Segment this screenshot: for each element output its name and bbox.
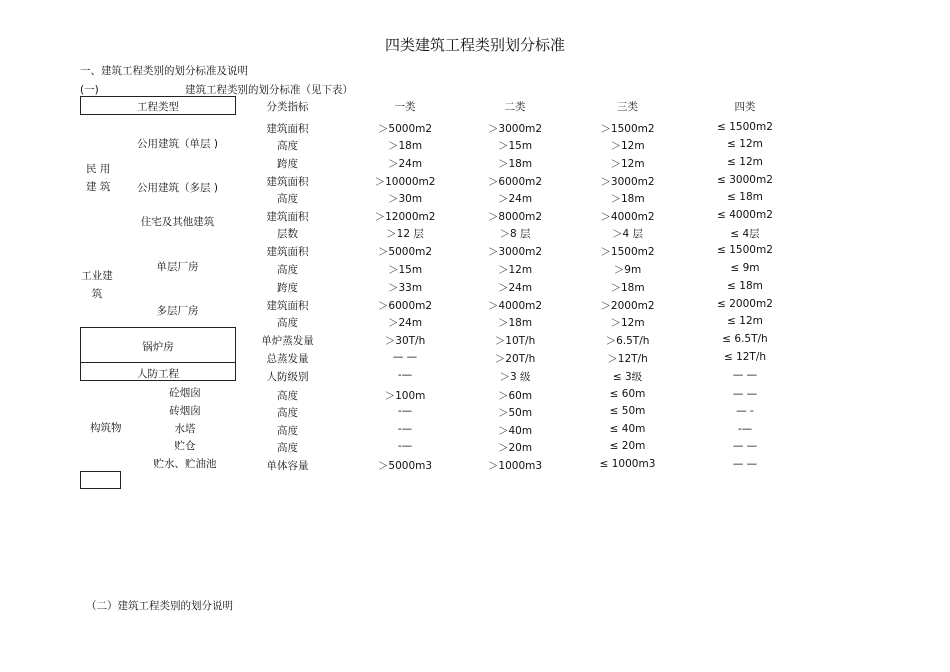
row-indicator: 建筑面积 [266,123,309,135]
structure-pool: 贮水、贮油池 [153,458,217,470]
row-indicator: 高度 [277,264,298,276]
group-civil-line2: 建 筑 [86,181,111,193]
row-value-c1: ＞5000m3 [377,460,433,472]
header-class-4: 四类 [734,101,756,113]
row-value-c4: ≤ 18m [727,280,763,292]
section-heading-2: （二）建筑工程类别的划分说明 [86,600,233,612]
row-value-c1: ＞12 层 [386,228,424,240]
row-value-c1: ＞24m [387,158,423,170]
row-value-c1: -— [397,369,413,381]
row-value-c2: ＞6000m2 [487,176,543,188]
structure-water-tower: 水塔 [174,423,196,435]
group-public-multi: 公用建筑（多层 ) [137,182,218,194]
group-residential: 住宅及其他建筑 [140,216,215,228]
row-value-c3: ≤ 3级 [612,371,643,383]
row-value-c1: — — [392,351,418,363]
row-indicator: 建筑面积 [266,176,309,188]
row-value-c4: ≤ 12m [727,315,763,327]
row-value-c2: ＞20m [497,442,533,454]
row-value-c1: ＞30m [387,193,423,205]
row-indicator: 人防级别 [266,371,309,383]
group-multi-factory: 多层厂房 [156,305,199,317]
row-value-c4: ≤ 2000m2 [717,298,773,310]
row-value-c1: -— [397,405,413,417]
group-industrial-line2: 筑 [91,288,103,300]
row-value-c3: ≤ 50m [609,405,646,417]
row-value-c2: ＞24m [497,282,533,294]
row-value-c4: — — [732,458,758,470]
row-value-c2: ＞3000m2 [487,123,543,135]
row-indicator: 层数 [277,228,298,240]
row-value-c3: ＞12m [610,317,645,329]
row-value-c2: ＞10T/h [494,335,536,347]
row-value-c2: ＞8 层 [499,228,531,240]
row-value-c3: ≤ 1000m3 [599,458,656,470]
subsection-title: 建筑工程类别的划分标准（见下表） [185,84,353,96]
row-indicator: 高度 [277,317,298,329]
row-value-c1: ＞5000m2 [377,123,433,135]
row-value-c3: ＞9m [613,264,642,276]
row-value-c2: ＞3 级 [499,371,531,383]
subsection-label: (一) [80,84,99,96]
group-single-factory: 单层厂房 [156,261,199,273]
header-type: 工程类型 [137,101,179,113]
row-value-c2: ＞20T/h [494,353,536,365]
row-value-c2: ＞3000m2 [487,246,543,258]
row-value-c4: — — [732,388,758,400]
structure-brick-chimney: 砖烟囱 [169,405,201,417]
row-value-c2: ＞40m [497,425,533,437]
row-value-c4: ≤ 3000m2 [717,174,773,186]
row-value-c4: ≤ 6.5T/h [722,333,768,345]
row-value-c2: ＞1000m3 [487,460,543,472]
structure-concrete-chimney: 砼烟囱 [169,387,201,399]
row-value-c3: ≤ 60m [609,388,646,400]
row-value-c2: ＞12m [497,264,533,276]
row-value-c1: ＞5000m2 [377,246,433,258]
row-value-c4: ≤ 1500m2 [717,244,773,256]
structure-silo: 贮仓 [174,440,196,452]
row-indicator: 单体容量 [266,460,309,472]
row-value-c1: ＞18m [387,140,423,152]
row-value-c4: ≤ 12m [727,156,763,168]
row-indicator: 建筑面积 [266,211,309,223]
row-value-c3: ＞4000m2 [600,211,655,223]
row-indicator: 跨度 [277,158,298,170]
row-value-c4: ≤ 9m [730,262,760,274]
row-value-c3: ＞18m [610,193,645,205]
row-value-c2: ＞15m [497,140,533,152]
row-value-c2: ＞60m [497,390,533,402]
row-indicator: 高度 [277,193,298,205]
row-value-c4: ≤ 4000m2 [717,209,773,221]
row-value-c2: ＞18m [497,158,533,170]
header-indicator: 分类指标 [266,101,309,113]
row-value-c1: -— [397,440,413,452]
row-indicator: 高度 [277,407,298,419]
group-structures: 构筑物 [90,422,122,434]
row-value-c4: — — [732,440,758,452]
row-value-c1: ＞30T/h [384,335,426,347]
row-indicator: 建筑面积 [266,300,309,312]
row-indicator: 高度 [277,390,298,402]
row-value-c4: ≤ 12m [727,138,763,150]
group-civil-line1: 民 用 [86,163,111,175]
row-value-c3: ＞12T/h [607,353,648,365]
row-indicator: 建筑面积 [266,246,309,258]
row-indicator: 总蒸发量 [266,353,309,365]
row-value-c3: ＞1500m2 [600,246,655,258]
row-value-c3: ＞3000m2 [600,176,655,188]
row-value-c2: ＞8000m2 [487,211,543,223]
row-value-c3: ＞1500m2 [600,123,655,135]
empty-box [80,471,121,489]
row-value-c3: ＞12m [610,158,645,170]
group-public-single: 公用建筑（单层 ) [137,138,218,150]
row-value-c3: ＞2000m2 [600,300,655,312]
row-value-c4: ≤ 12T/h [723,351,767,363]
row-value-c1: -— [397,423,413,435]
row-value-c3: ＞12m [610,140,645,152]
row-indicator: 高度 [277,140,298,152]
header-class-1: 一类 [394,101,416,113]
row-value-c4: — — [732,369,758,381]
row-value-c4: ≤ 18m [727,191,763,203]
row-value-c1: ＞33m [387,282,423,294]
row-value-c4: ≤ 4层 [730,228,760,240]
row-indicator: 单炉蒸发量 [261,335,314,347]
page-title: 四类建筑工程类别划分标准 [384,36,565,54]
row-value-c4: — - [736,405,754,417]
row-indicator: 高度 [277,442,298,454]
header-class-2: 二类 [504,101,526,113]
row-value-c1: ＞10000m2 [374,176,436,188]
group-civil-defense: 人防工程 [137,368,179,380]
header-class-3: 三类 [617,101,638,113]
row-value-c1: ＞24m [387,317,423,329]
row-value-c4: -— [737,423,753,435]
row-value-c2: ＞50m [497,407,533,419]
row-value-c3: ＞18m [610,282,645,294]
row-value-c2: ＞18m [497,317,533,329]
row-indicator: 跨度 [277,282,298,294]
row-value-c3: ≤ 40m [609,423,646,435]
row-value-c1: ＞12000m2 [374,211,436,223]
group-boiler: 锅炉房 [142,341,174,353]
group-industrial-line1: 工业建 [81,270,113,282]
row-value-c2: ＞4000m2 [487,300,543,312]
row-value-c1: ＞100m [384,390,426,402]
row-value-c3: ＞4 层 [611,228,644,240]
row-value-c3: ≤ 20m [609,440,646,452]
row-value-c1: ＞15m [387,264,423,276]
row-value-c4: ≤ 1500m2 [717,121,773,133]
row-value-c1: ＞6000m2 [377,300,433,312]
section-heading-1: 一、建筑工程类别的划分标准及说明 [80,65,248,77]
row-indicator: 高度 [277,425,298,437]
row-value-c2: ＞24m [497,193,533,205]
row-value-c3: ＞6.5T/h [605,335,650,347]
